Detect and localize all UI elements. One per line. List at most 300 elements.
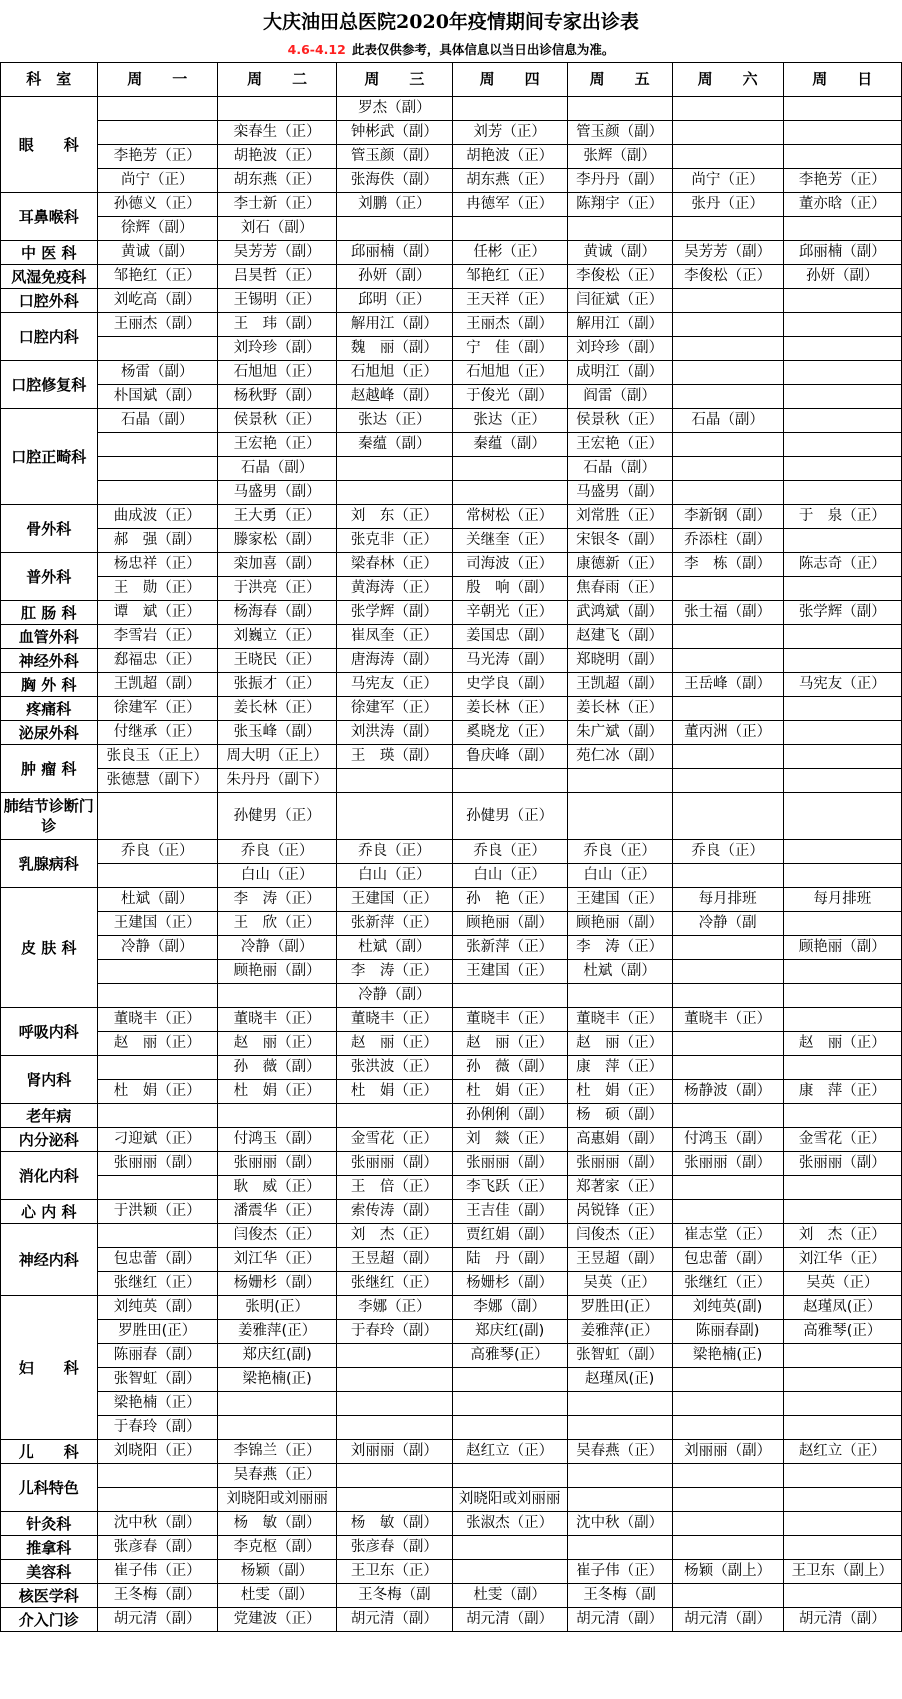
doctor-cell: 张辉（副） (567, 145, 672, 169)
doctor-cell: 王宏艳（正） (217, 433, 336, 457)
doctor-cell (783, 697, 901, 721)
doctor-cell: 孙俐俐（副） (452, 1104, 567, 1128)
doctor-cell (783, 769, 901, 793)
doctor-cell (672, 1512, 783, 1536)
doctor-cell: 解用江（副） (337, 313, 452, 337)
doctor-cell: 杨忠祥（正） (97, 553, 217, 577)
doctor-cell: 刘江华（正） (783, 1248, 901, 1272)
department-name: 神经内科 (1, 1224, 98, 1296)
doctor-cell: 赵 丽（正） (783, 1032, 901, 1056)
doctor-cell: 付鸿玉（副） (672, 1128, 783, 1152)
doctor-cell (567, 1488, 672, 1512)
doctor-cell: 张学辉（副） (337, 601, 452, 625)
doctor-cell: 阎雷（副） (567, 385, 672, 409)
doctor-cell: 成明江（副） (567, 361, 672, 385)
doctor-cell (567, 1392, 672, 1416)
doctor-cell: 吕昊哲（正） (217, 265, 336, 289)
table-row (1, 481, 902, 505)
doctor-cell (97, 433, 217, 457)
doctor-cell (672, 625, 783, 649)
doctor-cell (672, 1056, 783, 1080)
doctor-cell: 白山（正） (452, 864, 567, 888)
table-row (1, 433, 902, 457)
doctor-cell: 乔良（正） (97, 840, 217, 864)
doctor-cell (672, 1104, 783, 1128)
doctor-cell: 吴芳芳（副） (217, 241, 336, 265)
table-row (1, 936, 902, 960)
doctor-cell: 邱明（正） (337, 289, 452, 313)
doctor-cell: 刘玲珍（副） (217, 337, 336, 361)
doctor-cell: 刘 东（正） (337, 505, 452, 529)
header-row (1, 63, 902, 97)
doctor-cell (337, 1344, 452, 1368)
doctor-cell: 王锡明（正） (217, 289, 336, 313)
doctor-cell (337, 1368, 452, 1392)
doctor-cell: 冷静（副 (672, 912, 783, 936)
doctor-cell (672, 361, 783, 385)
doctor-cell: 杜雯（副） (217, 1584, 336, 1608)
doctor-cell: 冷静（副） (217, 936, 336, 960)
doctor-cell: 刘鹏（正） (337, 193, 452, 217)
doctor-cell: 常树松（正） (452, 505, 567, 529)
doctor-cell: 张士福（副） (672, 601, 783, 625)
doctor-cell: 顾艳丽（副） (567, 912, 672, 936)
doctor-cell: 张明(正） (217, 1296, 336, 1320)
doctor-cell: 滕家松（副） (217, 529, 336, 553)
department-name: 介入门诊 (1, 1608, 98, 1632)
doctor-cell: 朱广斌（副） (567, 721, 672, 745)
doctor-cell: 王宏艳（正） (567, 433, 672, 457)
doctor-cell: 张继红（正） (672, 1272, 783, 1296)
doctor-cell: 石晶（副） (567, 457, 672, 481)
doctor-cell: 于洪颖（正） (97, 1200, 217, 1224)
doctor-cell: 吴春燕（正） (567, 1440, 672, 1464)
doctor-cell: 董晓丰（正） (452, 1008, 567, 1032)
table-row (1, 241, 902, 265)
doctor-cell: 姜雅萍(正） (217, 1320, 336, 1344)
header-sat: 周 六 (672, 63, 783, 97)
doctor-cell: 杜 娟（正） (337, 1080, 452, 1104)
doctor-cell: 邹艳红（正） (97, 265, 217, 289)
doctor-cell (783, 121, 901, 145)
doctor-cell (452, 1464, 567, 1488)
doctor-cell (672, 1488, 783, 1512)
doctor-cell: 梁艳楠(正) (217, 1368, 336, 1392)
doctor-cell: 孙妍（副） (783, 265, 901, 289)
doctor-cell: 乔良（正） (567, 840, 672, 864)
doctor-cell: 郝 强（副） (97, 529, 217, 553)
doctor-cell: 孙 艳（正） (452, 888, 567, 912)
doctor-cell (567, 217, 672, 241)
doctor-cell: 胡元清（副） (672, 1608, 783, 1632)
doctor-cell (452, 217, 567, 241)
doctor-cell (783, 1584, 901, 1608)
doctor-cell (672, 457, 783, 481)
doctor-cell (337, 217, 452, 241)
doctor-cell: 马光涛（副） (452, 649, 567, 673)
doctor-cell: 姜国忠（副） (452, 625, 567, 649)
table-row (1, 769, 902, 793)
doctor-cell: 李士新（正） (217, 193, 336, 217)
table-row (1, 1272, 902, 1296)
doctor-cell (783, 864, 901, 888)
doctor-cell: 宁 佳（副） (452, 337, 567, 361)
doctor-cell: 张丽丽（副） (97, 1152, 217, 1176)
doctor-cell (672, 1176, 783, 1200)
doctor-cell: 梁艳楠（正） (97, 1392, 217, 1416)
doctor-cell: 吴春燕（正） (217, 1464, 336, 1488)
doctor-cell: 于洪亮（正） (217, 577, 336, 601)
table-row (1, 864, 902, 888)
doctor-cell: 党建波（正） (217, 1608, 336, 1632)
department-name: 内分泌科 (1, 1128, 98, 1152)
table-row (1, 1536, 902, 1560)
doctor-cell: 姜长林（正） (567, 697, 672, 721)
doctor-cell (783, 745, 901, 769)
doctor-cell: 陈丽春（副） (97, 1344, 217, 1368)
doctor-cell (783, 721, 901, 745)
doctor-cell: 王建国（正） (567, 888, 672, 912)
doctor-cell (783, 1464, 901, 1488)
doctor-cell: 冷静（副） (337, 984, 452, 1008)
doctor-cell: 郑庆红(副) (217, 1344, 336, 1368)
doctor-cell (672, 97, 783, 121)
department-name: 儿科特色 (1, 1464, 98, 1512)
doctor-cell: 张良玉（正上） (97, 745, 217, 769)
doctor-cell (567, 97, 672, 121)
doctor-cell: 李 涛（正） (567, 936, 672, 960)
header-thu: 周 四 (452, 63, 567, 97)
doctor-cell: 刘洪涛（副） (337, 721, 452, 745)
doctor-cell: 李娜（副） (452, 1296, 567, 1320)
doctor-cell: 贾红娟（副） (452, 1224, 567, 1248)
doctor-cell: 杜 娟（正） (452, 1080, 567, 1104)
doctor-cell: 殷 响（副） (452, 577, 567, 601)
doctor-cell: 黄海涛（正） (337, 577, 452, 601)
doctor-cell: 乔良（正） (217, 840, 336, 864)
doctor-cell (452, 1536, 567, 1560)
doctor-cell: 顾艳丽（副） (783, 936, 901, 960)
doctor-cell: 石晶（副） (97, 409, 217, 433)
doctor-cell: 赵瑾凤(正） (783, 1296, 901, 1320)
doctor-cell (783, 1536, 901, 1560)
doctor-cell: 刘石（副） (217, 217, 336, 241)
doctor-cell: 朴国斌（副） (97, 385, 217, 409)
doctor-cell: 杜斌（副） (567, 960, 672, 984)
doctor-cell: 杨姗杉（副） (217, 1272, 336, 1296)
doctor-cell: 董晓丰（正） (97, 1008, 217, 1032)
table-row (1, 193, 902, 217)
doctor-cell: 刘纯英(副) (672, 1296, 783, 1320)
doctor-cell: 王建国（正） (97, 912, 217, 936)
doctor-cell: 赵红立（正） (783, 1440, 901, 1464)
table-row (1, 888, 902, 912)
doctor-cell: 朱丹丹（副下） (217, 769, 336, 793)
doctor-cell: 付继承（正） (97, 721, 217, 745)
table-row (1, 1416, 902, 1440)
doctor-cell: 张达（正） (337, 409, 452, 433)
doctor-cell: 高雅琴(正） (452, 1344, 567, 1368)
doctor-cell: 王 勋（正） (97, 577, 217, 601)
doctor-cell: 刘常胜（正） (567, 505, 672, 529)
doctor-cell: 金雪花（正） (337, 1128, 452, 1152)
doctor-cell: 王丽杰（副） (97, 313, 217, 337)
table-row (1, 337, 902, 361)
doctor-cell: 邱丽楠（副） (783, 241, 901, 265)
department-name: 心 内 科 (1, 1200, 98, 1224)
doctor-cell: 栾春生（正） (217, 121, 336, 145)
schedule-table (0, 62, 902, 1632)
table-row (1, 1200, 902, 1224)
department-name: 口腔内科 (1, 313, 98, 361)
doctor-cell: 徐建军（正） (97, 697, 217, 721)
table-row (1, 505, 902, 529)
doctor-cell (337, 1392, 452, 1416)
doctor-cell: 赵 丽（正） (452, 1032, 567, 1056)
doctor-cell (672, 649, 783, 673)
doctor-cell: 唐海涛（副） (337, 649, 452, 673)
department-name: 泌尿外科 (1, 721, 98, 745)
table-row (1, 313, 902, 337)
doctor-cell: 金雪花（正） (783, 1128, 901, 1152)
doctor-cell: 崔子伟（正） (567, 1560, 672, 1584)
doctor-cell: 刘江华（正） (217, 1248, 336, 1272)
department-name: 胸 外 科 (1, 673, 98, 697)
table-row (1, 1368, 902, 1392)
doctor-cell (452, 97, 567, 121)
header-dept: 科 室 (1, 63, 98, 97)
table-row (1, 1008, 902, 1032)
doctor-cell: 郄福忠（正） (97, 649, 217, 673)
doctor-cell (783, 217, 901, 241)
doctor-cell: 王 玮（副） (217, 313, 336, 337)
doctor-cell: 崔凤奎（正） (337, 625, 452, 649)
doctor-cell: 吴英（正） (567, 1272, 672, 1296)
doctor-cell: 陆 丹（副） (452, 1248, 567, 1272)
doctor-cell: 李俊松（正） (567, 265, 672, 289)
doctor-cell: 邱丽楠（副） (337, 241, 452, 265)
doctor-cell: 张克非（正） (337, 529, 452, 553)
doctor-cell (337, 481, 452, 505)
doctor-cell: 杜斌（副） (97, 888, 217, 912)
doctor-cell: 陈志奇（正） (783, 553, 901, 577)
doctor-cell (783, 337, 901, 361)
doctor-cell: 张淑杰（正） (452, 1512, 567, 1536)
doctor-cell: 胡元清（副） (97, 1608, 217, 1632)
doctor-cell: 谭 斌（正） (97, 601, 217, 625)
doctor-cell (337, 1464, 452, 1488)
table-row (1, 673, 902, 697)
table-row (1, 1248, 902, 1272)
doctor-cell: 王卫东（副上） (783, 1560, 901, 1584)
doctor-cell: 白山（正） (217, 864, 336, 888)
doctor-cell: 张继红（正） (337, 1272, 452, 1296)
doctor-cell: 杨颖（副上） (672, 1560, 783, 1584)
table-row (1, 1032, 902, 1056)
doctor-cell: 董晓丰（正） (672, 1008, 783, 1032)
table-row (1, 721, 902, 745)
doctor-cell: 王 欣（正） (217, 912, 336, 936)
table-row (1, 553, 902, 577)
doctor-cell: 李新钢（副） (672, 505, 783, 529)
doctor-cell (783, 361, 901, 385)
doctor-cell: 杨静波（副） (672, 1080, 783, 1104)
table-row (1, 960, 902, 984)
doctor-cell: 王昱超（副） (337, 1248, 452, 1272)
doctor-cell (783, 1488, 901, 1512)
doctor-cell: 康 萍（正） (567, 1056, 672, 1080)
department-name: 妇 科 (1, 1296, 98, 1440)
doctor-cell: 栾加喜（副） (217, 553, 336, 577)
table-row (1, 601, 902, 625)
doctor-cell: 董丙洲（正） (672, 721, 783, 745)
doctor-cell: 冷静（副） (97, 936, 217, 960)
doctor-cell: 王凯超（副） (567, 673, 672, 697)
doctor-cell: 张振才（正） (217, 673, 336, 697)
doctor-cell: 孙妍（副） (337, 265, 452, 289)
doctor-cell: 孙健男（正） (217, 793, 336, 840)
table-row (1, 1104, 902, 1128)
table-row (1, 1056, 902, 1080)
doctor-cell (672, 121, 783, 145)
doctor-cell (452, 1392, 567, 1416)
department-name: 疼痛科 (1, 697, 98, 721)
doctor-cell: 崔子伟（正） (97, 1560, 217, 1584)
table-row (1, 1320, 902, 1344)
table-row (1, 265, 902, 289)
department-name: 肿 瘤 科 (1, 745, 98, 793)
doctor-cell: 徐建军（正） (337, 697, 452, 721)
department-name: 肺结节诊断门诊 (1, 793, 98, 840)
doctor-cell: 杨 敏（副） (337, 1512, 452, 1536)
doctor-cell: 石旭旭（正） (452, 361, 567, 385)
doctor-cell: 赵越峰（副） (337, 385, 452, 409)
doctor-cell: 耿 威（正） (217, 1176, 336, 1200)
table-row (1, 1296, 902, 1320)
doctor-cell (783, 289, 901, 313)
doctor-cell: 刘玲珍（副） (567, 337, 672, 361)
doctor-cell (783, 1200, 901, 1224)
doctor-cell: 刘巍立（正） (217, 625, 336, 649)
doctor-cell (672, 1200, 783, 1224)
doctor-cell: 胡元清（副） (783, 1608, 901, 1632)
doctor-cell (783, 1512, 901, 1536)
doctor-cell (97, 1224, 217, 1248)
doctor-cell: 石晶（副） (672, 409, 783, 433)
table-row (1, 385, 902, 409)
doctor-cell: 刘 燚（正） (452, 1128, 567, 1152)
doctor-cell: 康 萍（正） (783, 1080, 901, 1104)
notice (0, 40, 902, 62)
doctor-cell (783, 145, 901, 169)
doctor-cell: 秦蕴（副） (452, 433, 567, 457)
doctor-cell (672, 577, 783, 601)
doctor-cell: 沈中秋（副） (567, 1512, 672, 1536)
doctor-cell (672, 1584, 783, 1608)
doctor-cell (672, 1032, 783, 1056)
doctor-cell: 王冬梅（副 (567, 1584, 672, 1608)
doctor-cell: 闫征斌（正） (567, 289, 672, 313)
doctor-cell (97, 984, 217, 1008)
doctor-cell (672, 313, 783, 337)
doctor-cell: 杨海春（副） (217, 601, 336, 625)
doctor-cell: 李 栋（副） (672, 553, 783, 577)
header-sun: 周 日 (783, 63, 901, 97)
doctor-cell: 罗胜田(正） (567, 1296, 672, 1320)
doctor-cell (452, 457, 567, 481)
doctor-cell (672, 745, 783, 769)
doctor-cell (452, 769, 567, 793)
doctor-cell: 孙 薇（副） (217, 1056, 336, 1080)
doctor-cell: 白山（正） (337, 864, 452, 888)
doctor-cell: 张丽丽（副） (337, 1152, 452, 1176)
doctor-cell: 孙德义（正） (97, 193, 217, 217)
doctor-cell (217, 984, 336, 1008)
doctor-cell: 高雅琴(正） (783, 1320, 901, 1344)
doctor-cell: 李雪岩（正） (97, 625, 217, 649)
department-name: 消化内科 (1, 1152, 98, 1200)
doctor-cell (783, 1104, 901, 1128)
doctor-cell: 胡元清（副） (567, 1608, 672, 1632)
doctor-cell: 白山（正） (567, 864, 672, 888)
doctor-cell: 张洪波（正） (337, 1056, 452, 1080)
doctor-cell: 马宪友（正） (783, 673, 901, 697)
table-row (1, 1560, 902, 1584)
table-row (1, 289, 902, 313)
doctor-cell: 胡元清（副） (337, 1608, 452, 1632)
doctor-cell: 苑仁冰（副） (567, 745, 672, 769)
doctor-cell (783, 1344, 901, 1368)
doctor-cell: 张丽丽（副） (783, 1152, 901, 1176)
doctor-cell: 呙锐锋（正） (567, 1200, 672, 1224)
doctor-cell: 杨颖（副） (217, 1560, 336, 1584)
doctor-cell: 张彦春（副） (97, 1536, 217, 1560)
doctor-cell (783, 481, 901, 505)
doctor-cell (672, 1392, 783, 1416)
doctor-cell: 姜长林（正） (452, 697, 567, 721)
doctor-cell: 张达（正） (452, 409, 567, 433)
doctor-cell (567, 1536, 672, 1560)
doctor-cell (783, 97, 901, 121)
doctor-cell: 王凯超（副） (97, 673, 217, 697)
table-row (1, 1176, 902, 1200)
doctor-cell: 康德新（正） (567, 553, 672, 577)
doctor-cell (97, 864, 217, 888)
doctor-cell (337, 457, 452, 481)
doctor-cell: 王吉佳（副） (452, 1200, 567, 1224)
doctor-cell: 宋银冬（副） (567, 529, 672, 553)
doctor-cell: 李 涛（正） (217, 888, 336, 912)
doctor-cell: 解用江（副） (567, 313, 672, 337)
doctor-cell (567, 984, 672, 1008)
doctor-cell (97, 1176, 217, 1200)
doctor-cell: 刘屹高（副） (97, 289, 217, 313)
doctor-cell: 姜雅萍(正） (567, 1320, 672, 1344)
doctor-cell: 杜雯（副） (452, 1584, 567, 1608)
doctor-cell: 刘纯英（副） (97, 1296, 217, 1320)
doctor-cell: 赵建飞（副） (567, 625, 672, 649)
table-row (1, 97, 902, 121)
doctor-cell: 罗胜田(正） (97, 1320, 217, 1344)
doctor-cell (783, 1176, 901, 1200)
doctor-cell (672, 936, 783, 960)
doctor-cell: 包忠蕾（副） (672, 1248, 783, 1272)
doctor-cell: 李俊松（正） (672, 265, 783, 289)
doctor-cell (97, 121, 217, 145)
doctor-cell: 潘震华（正） (217, 1200, 336, 1224)
header-mon: 周 一 (97, 63, 217, 97)
doctor-cell (672, 769, 783, 793)
